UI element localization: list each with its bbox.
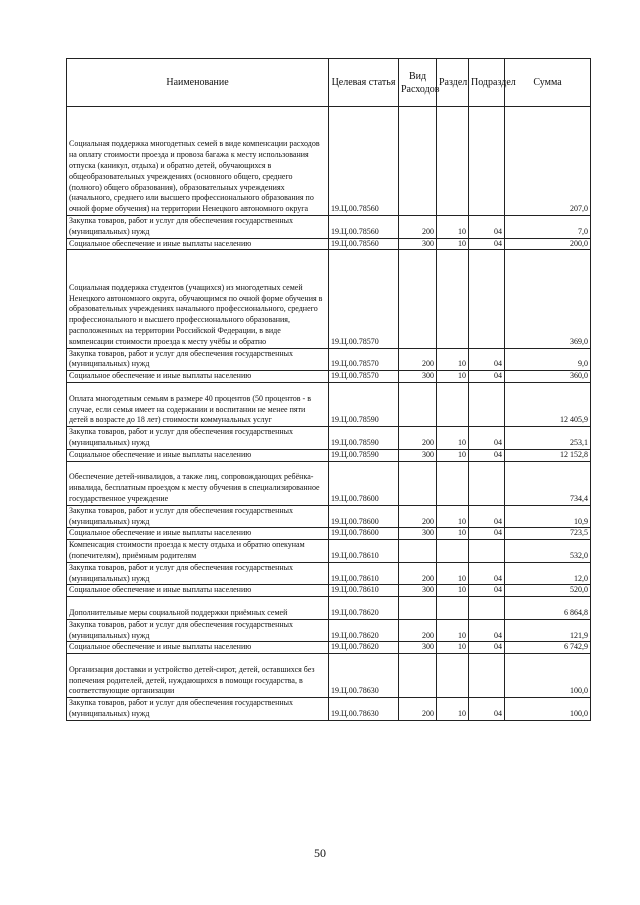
row-name: Дополнительные меры социальной поддержки приёмных семей bbox=[67, 597, 329, 620]
row-subsection bbox=[469, 250, 505, 348]
row-subsection: 04 bbox=[469, 449, 505, 461]
table-row bbox=[67, 619, 591, 642]
row-sum: 723,5 bbox=[505, 528, 591, 540]
row-sum: 100,0 bbox=[505, 654, 591, 698]
row-section bbox=[437, 540, 469, 563]
row-section: 10 bbox=[437, 562, 469, 585]
row-subsection bbox=[469, 654, 505, 698]
row-name: Организация доставки и устройство детей-сирот, детей, оставшихся без попечения родителей, детей, нуждающихся в помощи государства, в соответствующие организации bbox=[67, 654, 329, 698]
row-name: Компенсация стоимости проезда к месту отдыха и обратно опекунам (попечителям), приёмным родителям bbox=[67, 540, 329, 563]
row-expense-type bbox=[399, 597, 437, 620]
row-subsection: 04 bbox=[469, 371, 505, 383]
row-name: Социальное обеспечение и иные выплаты населению bbox=[67, 371, 329, 383]
row-subsection: 04 bbox=[469, 505, 505, 528]
row-section: 10 bbox=[437, 449, 469, 461]
row-sum: 532,0 bbox=[505, 540, 591, 563]
header-target: Целевая статья bbox=[329, 59, 399, 107]
row-section: 10 bbox=[437, 505, 469, 528]
row-subsection: 04 bbox=[469, 642, 505, 654]
row-section bbox=[437, 461, 469, 505]
row-name: Социальное обеспечение и иные выплаты населению bbox=[67, 238, 329, 250]
row-expense-type: 200 bbox=[399, 505, 437, 528]
row-section bbox=[437, 107, 469, 216]
row-sum: 6 864,8 bbox=[505, 597, 591, 620]
table-row bbox=[67, 505, 591, 528]
table-row bbox=[67, 449, 591, 461]
table-row bbox=[67, 461, 591, 505]
row-name: Закупка товаров, работ и услуг для обеспечения государственных (муниципальных) нужд bbox=[67, 427, 329, 450]
table-row bbox=[67, 216, 591, 239]
header-subsection: Подраздел bbox=[469, 59, 505, 107]
row-expense-type: 200 bbox=[399, 698, 437, 721]
row-target-code: 19.Ц.00.78630 bbox=[329, 698, 399, 721]
page-number: 50 bbox=[314, 846, 326, 860]
row-target-code: 19.Ц.00.78620 bbox=[329, 597, 399, 620]
row-sum: 253,1 bbox=[505, 427, 591, 450]
row-sum: 6 742,9 bbox=[505, 642, 591, 654]
row-name: Обеспечение детей-инвалидов, а также лиц, сопровождающих ребёнка-инвалида, бесплатным проездом к месту обучения в специализированное государственное учреждение bbox=[67, 461, 329, 505]
row-section: 10 bbox=[437, 698, 469, 721]
row-target-code: 19.Ц.00.78610 bbox=[329, 585, 399, 597]
table-row bbox=[67, 597, 591, 620]
header-section: Раздел bbox=[437, 59, 469, 107]
row-sum: 12 405,9 bbox=[505, 382, 591, 426]
row-expense-type: 200 bbox=[399, 562, 437, 585]
row-sum: 369,0 bbox=[505, 250, 591, 348]
row-expense-type: 200 bbox=[399, 348, 437, 371]
row-target-code: 19.Ц.00.78620 bbox=[329, 619, 399, 642]
row-sum: 100,0 bbox=[505, 698, 591, 721]
row-subsection bbox=[469, 597, 505, 620]
row-section: 10 bbox=[437, 528, 469, 540]
table-row bbox=[67, 348, 591, 371]
row-sum: 7,0 bbox=[505, 216, 591, 239]
row-target-code: 19.Ц.00.78590 bbox=[329, 449, 399, 461]
row-section: 10 bbox=[437, 427, 469, 450]
row-sum: 12 152,8 bbox=[505, 449, 591, 461]
row-name: Оплата многодетным семьям в размере 40 процентов (50 процентов - в случае, если семья имеет на содержании и воспитании не менее пяти детей в возрасте до 18 лет) стоимости коммунальных услуг bbox=[67, 382, 329, 426]
row-target-code: 19.Ц.00.78560 bbox=[329, 216, 399, 239]
row-expense-type: 300 bbox=[399, 371, 437, 383]
row-sum: 734,4 bbox=[505, 461, 591, 505]
row-sum: 121,9 bbox=[505, 619, 591, 642]
row-expense-type bbox=[399, 107, 437, 216]
row-sum: 12,0 bbox=[505, 562, 591, 585]
row-name: Социальное обеспечение и иные выплаты населению bbox=[67, 642, 329, 654]
row-section: 10 bbox=[437, 348, 469, 371]
row-target-code: 19.Ц.00.78570 bbox=[329, 371, 399, 383]
row-sum: 207,0 bbox=[505, 107, 591, 216]
table-row bbox=[67, 654, 591, 698]
row-target-code: 19.Ц.00.78600 bbox=[329, 528, 399, 540]
row-expense-type: 200 bbox=[399, 216, 437, 239]
row-section: 10 bbox=[437, 585, 469, 597]
row-target-code: 19.Ц.00.78590 bbox=[329, 427, 399, 450]
table-row bbox=[67, 540, 591, 563]
row-target-code: 19.Ц.00.78630 bbox=[329, 654, 399, 698]
row-name: Закупка товаров, работ и услуг для обеспечения государственных (муниципальных) нужд bbox=[67, 216, 329, 239]
row-subsection: 04 bbox=[469, 348, 505, 371]
row-subsection: 04 bbox=[469, 528, 505, 540]
row-target-code: 19.Ц.00.78570 bbox=[329, 250, 399, 348]
row-sum: 10,9 bbox=[505, 505, 591, 528]
row-expense-type: 300 bbox=[399, 585, 437, 597]
row-name: Социальное обеспечение и иные выплаты населению bbox=[67, 449, 329, 461]
row-name: Закупка товаров, работ и услуг для обеспечения государственных (муниципальных) нужд bbox=[67, 619, 329, 642]
row-section: 10 bbox=[437, 216, 469, 239]
header-name: Наименование bbox=[67, 59, 329, 107]
row-expense-type: 200 bbox=[399, 619, 437, 642]
row-section bbox=[437, 654, 469, 698]
row-subsection bbox=[469, 107, 505, 216]
row-section: 10 bbox=[437, 619, 469, 642]
header-row bbox=[67, 59, 591, 107]
table-row bbox=[67, 107, 591, 216]
row-expense-type bbox=[399, 654, 437, 698]
row-target-code: 19.Ц.00.78610 bbox=[329, 562, 399, 585]
row-section: 10 bbox=[437, 642, 469, 654]
row-target-code: 19.Ц.00.78560 bbox=[329, 107, 399, 216]
row-subsection: 04 bbox=[469, 238, 505, 250]
row-name: Социальная поддержка студентов (учащихся) из многодетных семей Ненецкого автономного округа, обучающимся по очной форме обучения в образовательных учреждениях начального профессионального, среднего профессионального и высшего профессионального образования, расположенных на территории Российской Федерации, в виде компенсации стоимости проезда к месту учёбы и обратно bbox=[67, 250, 329, 348]
table-row bbox=[67, 238, 591, 250]
row-name: Социальная поддержка многодетных семей в виде компенсации расходов на оплату стоимости проезда и провоза багажа к месту использования отпуска (каникул, отдыха) и обратно детей, обучающихся в общеобразовательных учреждениях (основного общего, среднего (полного) общего образования), образовательных учреждениях (начального, среднего или высшего профессионального образования по очной форме обучения) на территории Ненецкого автономного округа bbox=[67, 107, 329, 216]
row-target-code: 19.Ц.00.78600 bbox=[329, 461, 399, 505]
row-name: Закупка товаров, работ и услуг для обеспечения государственных (муниципальных) нужд bbox=[67, 505, 329, 528]
row-expense-type: 300 bbox=[399, 449, 437, 461]
table-row bbox=[67, 642, 591, 654]
table-row bbox=[67, 585, 591, 597]
row-name: Закупка товаров, работ и услуг для обеспечения государственных (муниципальных) нужд bbox=[67, 348, 329, 371]
table-row bbox=[67, 698, 591, 721]
row-sum: 200,0 bbox=[505, 238, 591, 250]
row-target-code: 19.Ц.00.78600 bbox=[329, 505, 399, 528]
row-expense-type bbox=[399, 250, 437, 348]
table-body bbox=[67, 107, 591, 721]
row-name: Социальное обеспечение и иные выплаты населению bbox=[67, 528, 329, 540]
row-subsection: 04 bbox=[469, 585, 505, 597]
row-subsection: 04 bbox=[469, 562, 505, 585]
table-row bbox=[67, 371, 591, 383]
row-expense-type: 200 bbox=[399, 427, 437, 450]
row-section: 10 bbox=[437, 238, 469, 250]
budget-table bbox=[66, 58, 591, 721]
table-row bbox=[67, 250, 591, 348]
row-subsection bbox=[469, 382, 505, 426]
row-name: Социальное обеспечение и иные выплаты населению bbox=[67, 585, 329, 597]
row-subsection: 04 bbox=[469, 698, 505, 721]
row-subsection: 04 bbox=[469, 619, 505, 642]
row-sum: 9,0 bbox=[505, 348, 591, 371]
row-section bbox=[437, 250, 469, 348]
row-name: Закупка товаров, работ и услуг для обеспечения государственных (муниципальных) нужд bbox=[67, 698, 329, 721]
header-expense-type: Вид Расходов bbox=[399, 59, 437, 107]
row-expense-type bbox=[399, 382, 437, 426]
row-target-code: 19.Ц.00.78620 bbox=[329, 642, 399, 654]
table-row bbox=[67, 427, 591, 450]
row-expense-type: 300 bbox=[399, 528, 437, 540]
row-target-code: 19.Ц.00.78560 bbox=[329, 238, 399, 250]
row-target-code: 19.Ц.00.78590 bbox=[329, 382, 399, 426]
row-subsection: 04 bbox=[469, 427, 505, 450]
table-row bbox=[67, 528, 591, 540]
row-sum: 520,0 bbox=[505, 585, 591, 597]
row-expense-type: 300 bbox=[399, 238, 437, 250]
row-subsection: 04 bbox=[469, 216, 505, 239]
row-section bbox=[437, 382, 469, 426]
row-expense-type bbox=[399, 540, 437, 563]
header-sum: Сумма bbox=[505, 59, 591, 107]
row-sum: 360,0 bbox=[505, 371, 591, 383]
row-target-code: 19.Ц.00.78610 bbox=[329, 540, 399, 563]
row-name: Закупка товаров, работ и услуг для обеспечения государственных (муниципальных) нужд bbox=[67, 562, 329, 585]
row-section: 10 bbox=[437, 371, 469, 383]
row-expense-type: 300 bbox=[399, 642, 437, 654]
row-target-code: 19.Ц.00.78570 bbox=[329, 348, 399, 371]
row-subsection bbox=[469, 540, 505, 563]
table-row bbox=[67, 382, 591, 426]
row-section bbox=[437, 597, 469, 620]
row-expense-type bbox=[399, 461, 437, 505]
table-row bbox=[67, 562, 591, 585]
row-subsection bbox=[469, 461, 505, 505]
